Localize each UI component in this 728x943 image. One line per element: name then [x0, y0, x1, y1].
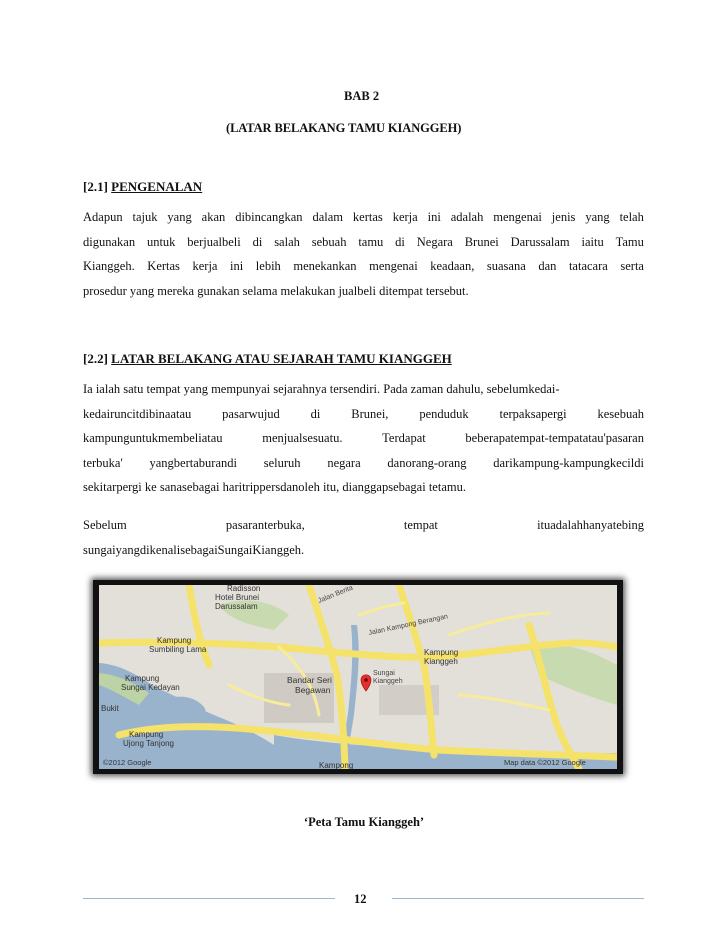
map-svg — [99, 585, 617, 769]
word: suasana — [486, 259, 526, 273]
map-label-kedayan: Sungai Kedayan — [121, 683, 180, 692]
word: dibincangkan — [235, 210, 303, 224]
word: untuk — [146, 234, 176, 249]
section-heading-2-2 — [83, 351, 452, 367]
word: telah — [619, 210, 644, 224]
word: Terdapat — [382, 431, 426, 445]
map-label-kampung-1: Kampung — [157, 636, 192, 645]
word: menekankan — [293, 259, 357, 273]
map-road-berangan: Jalan Kampong Berangan — [367, 613, 449, 637]
word: Brunei, — [351, 406, 389, 421]
paragraph-line — [83, 230, 644, 255]
paragraph-line: sungaiyangdikenalisebagaiSungaiKianggeh. — [83, 542, 305, 557]
word: kertas — [352, 210, 383, 224]
map-label-kampung-4: Kampung — [129, 730, 164, 739]
word: akan — [201, 210, 226, 224]
word: mengenai — [493, 210, 542, 224]
word: Negara — [416, 234, 453, 249]
paragraph-line — [83, 426, 644, 451]
word: adalah — [450, 210, 484, 224]
chapter-number: BAB 2 — [344, 89, 380, 103]
word: negara — [327, 455, 361, 470]
word: salah — [274, 234, 300, 249]
word: tatacara — [568, 259, 608, 273]
paragraph-line — [83, 513, 644, 538]
word: beberapatempat-tempatatau'pasaran — [465, 431, 644, 445]
paragraph-line — [83, 451, 644, 476]
word: lebih — [255, 259, 281, 273]
word: yang — [167, 210, 192, 224]
word: kedairuncitdibinaatau — [83, 406, 192, 421]
map-label-begawan: Begawan — [295, 685, 331, 695]
paragraph-line: prosedur yang mereka gunakan selama melakukan jualbeli ditempat tersebut. — [83, 283, 469, 298]
word: jenis — [551, 210, 576, 224]
word: penduduk — [419, 406, 469, 421]
chapter-title: (LATAR BELAKANG TAMU KIANGGEH) — [226, 121, 462, 135]
word: kerja — [192, 259, 218, 273]
paragraph-line: Ia ialah satu tempat yang mempunyai sejarahnya tersendiri. Pada zaman dahulu, sebelumkedai- — [83, 382, 560, 396]
map-data-credit: Map data ©2012 Google — [504, 758, 586, 767]
section-2-2-paragraph-1 — [83, 377, 644, 500]
map-label-sungai: Sungai — [373, 670, 395, 677]
word: kesebuah — [597, 406, 644, 421]
map-label-radisson: Radisson — [227, 585, 261, 593]
map-label-kianggeh: Kianggeh — [424, 657, 458, 666]
word: yangbertaburandi — [149, 455, 237, 470]
word: darikampung-kampungkecildi — [493, 455, 644, 470]
word: pasaranterbuka, — [225, 518, 305, 532]
word: menjualsesuatu. — [262, 431, 343, 445]
word: mengenai — [369, 259, 418, 273]
word: tempat — [403, 518, 438, 532]
word: ini — [230, 259, 244, 273]
word: danorang-orang — [387, 455, 467, 470]
map-label-kianggeh-sungai: Kianggeh — [373, 678, 403, 685]
paragraph-line — [83, 254, 644, 279]
word: ituadalahhanyatebing — [537, 518, 644, 532]
page-number: 12 — [354, 892, 367, 906]
map-label-ujong: Ujong Tanjong — [123, 739, 175, 748]
word: di — [252, 234, 263, 249]
map-copyright: ©2012 Google — [103, 758, 152, 767]
map-label-bandar: Bandar Seri — [287, 675, 332, 685]
map-label-kampung-2: Kampung — [125, 674, 160, 683]
map-label-bukit: Bukit — [101, 704, 119, 713]
section-heading-2-1 — [83, 179, 202, 195]
word: tajuk — [132, 210, 158, 224]
word: di — [395, 234, 405, 249]
map-label-kampong: Kampong — [319, 761, 354, 769]
word: Sebelum — [83, 518, 127, 532]
footer-divider-left — [83, 898, 335, 899]
word: kampunguntukmembeliatau — [83, 431, 223, 445]
map-figure — [93, 580, 623, 774]
word: ini — [427, 210, 441, 224]
word: Adapun — [83, 210, 123, 224]
paragraph-line — [83, 402, 644, 427]
map-image — [99, 585, 617, 769]
word: Darussalam — [510, 234, 570, 249]
word: di — [310, 406, 321, 421]
section-title: LATAR BELAKANG ATAU SEJARAH TAMU KIANGGEH — [111, 351, 452, 366]
section-title: PENGENALAN — [111, 179, 203, 194]
word: Brunei — [464, 234, 499, 249]
section-2-1-paragraph — [83, 205, 644, 303]
word: Kertas — [147, 259, 180, 273]
footer-divider-right — [392, 898, 644, 899]
paragraph-line — [83, 205, 644, 230]
map-label-darussalam: Darussalam — [215, 602, 258, 611]
word: terpaksapergi — [499, 406, 567, 421]
word: Kianggeh. — [83, 259, 135, 273]
section-2-2-paragraph-2 — [83, 513, 644, 562]
word: seluruh — [263, 455, 301, 470]
word: terbuka' — [83, 455, 123, 470]
word: berjualbeli — [187, 234, 241, 249]
word: pasarwujud — [222, 406, 280, 421]
map-label-hotel: Hotel Brunei — [215, 593, 260, 602]
word: kerja — [392, 210, 418, 224]
word: yang — [585, 210, 610, 224]
word: sebuah — [311, 234, 347, 249]
word: serta — [620, 259, 644, 273]
section-number: [2.2] — [83, 351, 108, 366]
section-number: [2.1] — [83, 179, 108, 194]
word: dan — [538, 259, 557, 273]
word: Tamu — [615, 234, 644, 249]
word: digunakan — [83, 234, 136, 249]
word: tamu — [358, 234, 384, 249]
word: keadaan, — [430, 259, 475, 273]
map-label-kampung-3: Kampung — [424, 648, 459, 657]
word: iaitu — [581, 234, 604, 249]
word: dalam — [312, 210, 343, 224]
map-label-sumbiling: Sumbiling Lama — [149, 645, 207, 654]
paragraph-line: sekitarpergi ke sanasebagai haritrippersdanoleh itu, dianggapsebagai tetamu. — [83, 480, 466, 494]
map-road-berita: Jalan Berita — [317, 585, 355, 605]
figure-caption: ‘Peta Tamu Kianggeh’ — [303, 815, 425, 829]
